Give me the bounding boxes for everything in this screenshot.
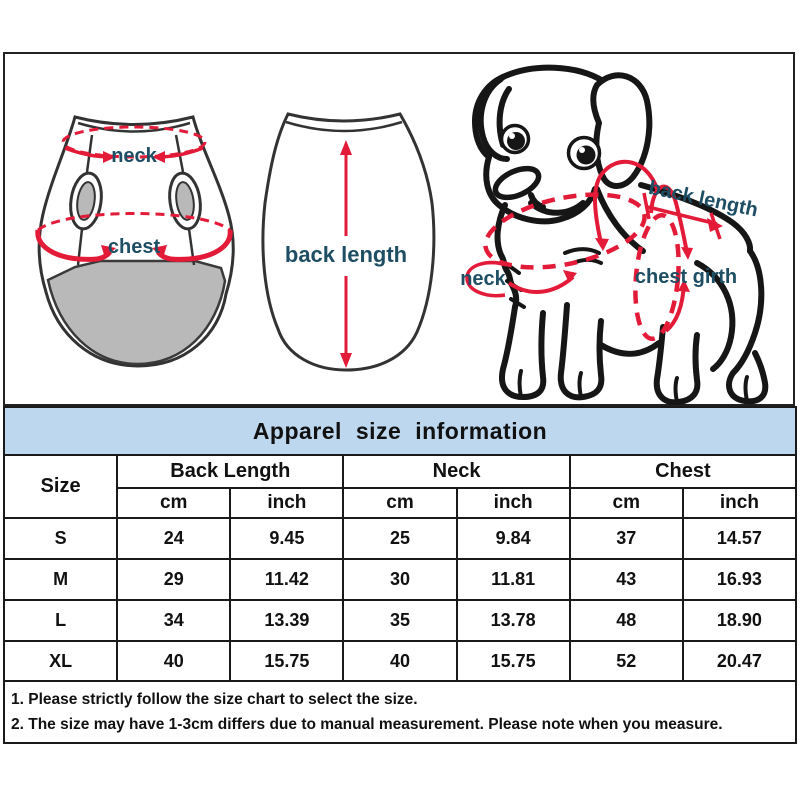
unit-header: inch — [457, 488, 570, 518]
table-cell: 13.39 — [230, 600, 343, 641]
size-value: S — [4, 518, 117, 559]
group-header-neck: Neck — [343, 455, 569, 488]
table-cell: 9.84 — [457, 518, 570, 559]
unit-header: inch — [230, 488, 343, 518]
table-cell: 14.57 — [683, 518, 796, 559]
table-cell: 48 — [570, 600, 683, 641]
table-cell: 34 — [117, 600, 230, 641]
table-row-l — [4, 600, 796, 641]
back-length-label: back length — [284, 242, 408, 267]
table-cell: 25 — [343, 518, 456, 559]
table-cell: 9.45 — [230, 518, 343, 559]
front-garment-illustration — [33, 108, 238, 378]
size-value: M — [4, 559, 117, 600]
dog-illustration — [445, 55, 785, 405]
front-neck-label: neck — [111, 145, 157, 167]
note-line-2: 2. The size may have 1-3cm differs due to manual measurement. Please note when you measure. — [11, 716, 723, 733]
table-cell: 37 — [570, 518, 683, 559]
table-cell: 20.47 — [683, 641, 796, 682]
table-cell: 29 — [117, 559, 230, 600]
dog-neck-label: neck — [460, 268, 506, 290]
table-cell: 15.75 — [230, 641, 343, 682]
size-table — [3, 406, 797, 683]
table-cell: 40 — [343, 641, 456, 682]
table-cell: 11.81 — [457, 559, 570, 600]
group-header-back-length: Back Length — [117, 455, 343, 488]
size-value: L — [4, 600, 117, 641]
unit-header: inch — [683, 488, 796, 518]
size-value: XL — [4, 641, 117, 682]
table-cell: 30 — [343, 559, 456, 600]
table-cell: 35 — [343, 600, 456, 641]
table-row-s — [4, 518, 796, 559]
illustration-panel — [3, 52, 795, 406]
table-cell: 13.78 — [457, 600, 570, 641]
dog-back-length-label: back length — [646, 176, 760, 222]
unit-header: cm — [343, 488, 456, 518]
table-cell: 11.42 — [230, 559, 343, 600]
table-cell: 18.90 — [683, 600, 796, 641]
table-row-m — [4, 559, 796, 600]
note-line-1: 1. Please strictly follow the size chart to select the size. — [11, 691, 418, 708]
front-chest-label: chest — [107, 236, 161, 258]
table-cell: 15.75 — [457, 641, 570, 682]
garment-hem-gray — [48, 261, 225, 364]
table-cell: 16.93 — [683, 559, 796, 600]
back-garment-illustration — [258, 108, 438, 373]
group-header-chest: Chest — [570, 455, 796, 488]
unit-header: cm — [117, 488, 230, 518]
table-cell: 52 — [570, 641, 683, 682]
size-header-cell: Size — [4, 455, 117, 518]
table-row-xl — [4, 641, 796, 682]
table-cell: 43 — [570, 559, 683, 600]
table-cell: 40 — [117, 641, 230, 682]
dog-eyes — [502, 126, 600, 169]
table-title: Apparel size information — [4, 407, 796, 455]
table-cell: 24 — [117, 518, 230, 559]
dog-outline — [475, 68, 765, 403]
notes-box — [3, 680, 797, 744]
unit-header: cm — [570, 488, 683, 518]
dog-chest-girth-label: chest girth — [634, 266, 738, 288]
